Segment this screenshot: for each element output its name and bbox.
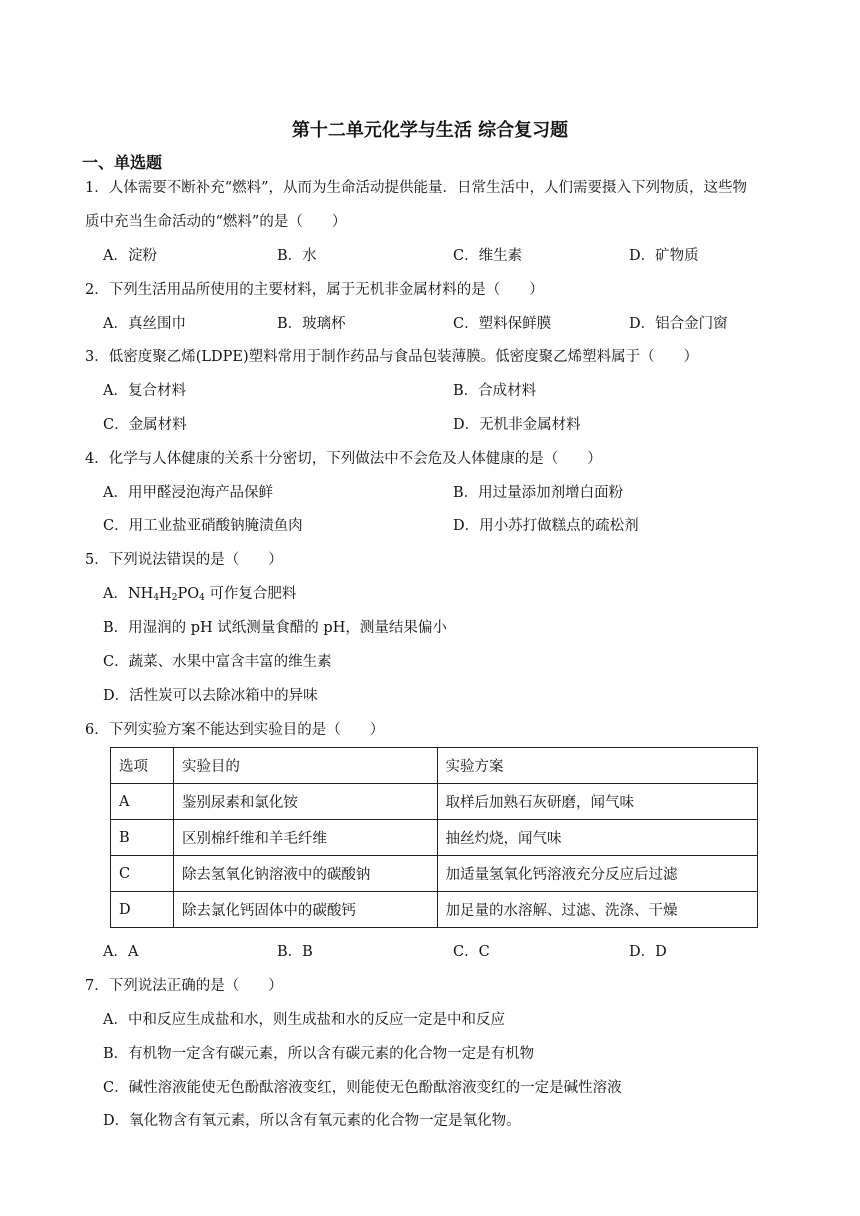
q5-option-a-text: PO (177, 586, 200, 602)
q2-option-b: B．玻璃杯 (277, 316, 346, 332)
q7-stem: 7．下列说法正确的是（ ） (85, 978, 283, 994)
q5-option-d: D．活性炭可以去除冰箱中的异味 (103, 688, 318, 704)
q6-option-a: A．A (103, 944, 139, 960)
q6-stem: 6．下列实验方案不能达到实验目的是（ ） (85, 722, 385, 738)
q6-table (110, 747, 758, 928)
table-header-row (111, 748, 758, 784)
table-cell: C (111, 856, 174, 892)
q2-stem: 2．下列生活用品所使用的主要材料，属于无机非金属材料的是（ ） (85, 282, 544, 298)
q1-option-d: D．矿物质 (629, 248, 699, 264)
q4-option-a: A．用甲醛浸泡海产品保鲜 (103, 485, 273, 501)
section-heading: 一、单选题 (82, 153, 163, 172)
table-cell: D (111, 892, 174, 928)
table-row (111, 892, 758, 928)
q7-option-b: B．有机物一定含有碳元素，所以含有碳元素的化合物一定是有机物 (103, 1046, 535, 1062)
q1-stem-line2: 质中充当生命活动的“燃料”的是（ ） (85, 214, 347, 230)
table-cell: 区别棉纤维和羊毛纤维 (173, 820, 437, 856)
q5-option-a-text: H (159, 586, 172, 602)
table-cell: 除去氢氧化钠溶液中的碳酸钠 (173, 856, 437, 892)
q1-option-c: C．维生素 (453, 248, 523, 264)
table-cell: 鉴别尿素和氯化铵 (173, 784, 437, 820)
q3-stem: 3．低密度聚乙烯(LDPE)塑料常用于制作药品与食品包装薄膜。低密度聚乙烯塑料属于（ ） (85, 349, 699, 365)
q4-option-c: C．用工业盐亚硝酸钠腌渍鱼肉 (103, 518, 303, 534)
q1-stem-line1: 1．人体需要不断补充“燃料”，从而为生命活动提供能量．日常生活中，人们需要摄入下列物质，这些物 (85, 180, 748, 196)
q2-option-d: D．铝合金门窗 (629, 316, 728, 332)
q3-option-b: B．合成材料 (453, 383, 537, 399)
q2-option-a: A．真丝围巾 (103, 316, 186, 332)
table-row (111, 856, 758, 892)
subscript: 2 (171, 593, 178, 603)
table-cell: B (111, 820, 174, 856)
q1-option-b: B．水 (277, 248, 317, 264)
q5-option-a-text: 可作复合肥料 (204, 586, 297, 602)
q5-option-c: C．蔬菜、水果中富含丰富的维生素 (103, 654, 332, 670)
q4-option-b: B．用过量添加剂增白面粉 (453, 485, 624, 501)
q5-option-b: B．用湿润的 pH 试纸测量食醋的 pH，测量结果偏小 (103, 620, 447, 636)
q6-option-c: C．C (453, 944, 490, 960)
q4-stem: 4．化学与人体健康的关系十分密切，下列做法中不会危及人体健康的是（ ） (85, 451, 602, 467)
table-header-cell: 选项 (111, 748, 174, 784)
q3-option-a: A．复合材料 (103, 383, 186, 399)
table-cell: 取样后加熟石灰研磨，闻气味 (437, 784, 758, 820)
q6-option-d: D．D (629, 944, 667, 960)
q3-option-d: D．无机非金属材料 (453, 417, 581, 433)
q7-option-a: A．中和反应生成盐和水，则生成盐和水的反应一定是中和反应 (103, 1012, 505, 1028)
table-cell: 加足量的水溶解、过滤、洗涤、干燥 (437, 892, 758, 928)
q6-option-b: B．B (277, 944, 313, 960)
table-cell: 加适量氢氧化钙溶液充分反应后过滤 (437, 856, 758, 892)
q5-option-a-text: A．NH (103, 586, 154, 602)
subscript: 4 (199, 593, 205, 603)
q3-option-c: C．金属材料 (103, 417, 187, 433)
table-cell: 除去氯化钙固体中的碳酸钙 (173, 892, 437, 928)
table-cell: 抽丝灼烧，闻气味 (437, 820, 758, 856)
table-header-cell: 实验目的 (173, 748, 437, 784)
q5-stem: 5．下列说法错误的是（ ） (85, 552, 283, 568)
q2-option-c: C．塑料保鲜膜 (453, 316, 552, 332)
subscript: 4 (153, 593, 160, 603)
table-header-cell: 实验方案 (437, 748, 758, 784)
q7-option-d: D．氧化物含有氧元素，所以含有氧元素的化合物一定是氧化物。 (103, 1113, 521, 1129)
q5-option-a (103, 584, 296, 608)
page-title: 第十二单元化学与生活 综合复习题 (291, 120, 569, 141)
table-cell: A (111, 784, 174, 820)
q4-option-d: D．用小苏打做糕点的疏松剂 (453, 518, 639, 534)
q1-option-a: A．淀粉 (103, 248, 157, 264)
table-row (111, 820, 758, 856)
q7-option-c: C．碱性溶液能使无色酚酞溶液变红，则能使无色酚酞溶液变红的一定是碱性溶液 (103, 1080, 622, 1096)
table-row (111, 784, 758, 820)
